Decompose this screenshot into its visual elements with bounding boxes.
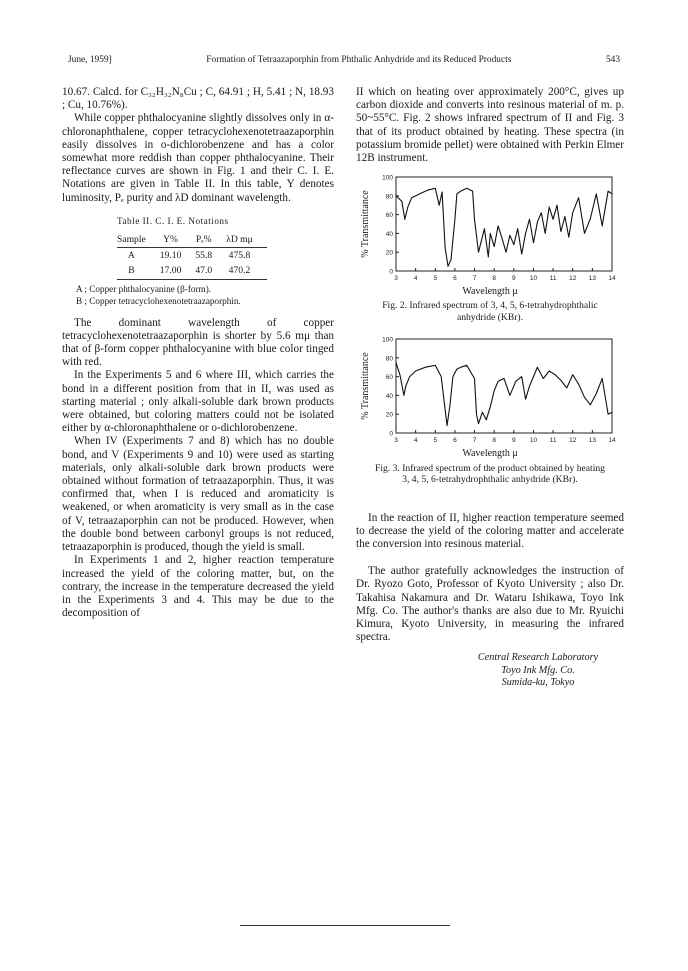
x-tick-label: 5	[433, 275, 438, 283]
y-tick-label: 80	[385, 355, 393, 363]
table-cell: 17.00	[160, 263, 196, 279]
x-tick-label: 14	[608, 275, 616, 283]
x-tick-label: 3	[394, 437, 398, 445]
x-tick-label: 6	[453, 437, 457, 445]
paragraph: When IV (Experiments 7 and 8) which has no double bond, and V (Experiments 9 and 10) were used as starting materials, only alkali-soluble dark brown products were obtained without formation of tetraazaporphin. Thus, it was confirmed that, when I is reduced and aromaticity is weakened, or when aromaticity is very small as in the case of V, tetraazaporphin can not be produced. However, when the double bond between carbonyl groups is not reduced, tetraazaporphin is produced, though the yield is small.	[62, 435, 334, 554]
ir-spectrum-chart-2	[356, 171, 624, 283]
table-cell: B	[117, 263, 160, 279]
x-tick-label: 3	[394, 275, 398, 283]
paragraph: II which on heating over approximately 200°C, gives up carbon dioxide and converts into resinous material of m. p. 50~55°C. Fig. 2 shows infrared spectrum of II and Fig. 3 that of its product obtained by heating. These spectra (in potassium bromide pellet) were obtained with Perkin Elmer 12B instrument.	[356, 86, 624, 165]
x-tick-label: 10	[529, 437, 538, 445]
table-row	[117, 248, 267, 264]
x-tick-label: 10	[529, 275, 538, 283]
header-title: Formation of Tetraazaporphin from Phthalic Anhydride and its Reduced Products	[206, 55, 512, 65]
y-tick-label: 0	[389, 430, 393, 438]
x-tick-label: 12	[569, 437, 577, 445]
table-row	[117, 263, 267, 279]
x-tick-label: 13	[588, 275, 596, 283]
table-header-cell: Y%	[160, 232, 196, 248]
x-tick-label: 7	[472, 275, 477, 283]
x-tick-label: 11	[549, 437, 557, 445]
running-header	[68, 55, 620, 65]
cie-table	[117, 232, 267, 280]
x-tick-label: 11	[549, 275, 557, 283]
x-tick-label: 4	[413, 437, 418, 445]
y-tick-label: 100	[382, 336, 393, 344]
table-cell: 475.8	[228, 250, 251, 262]
left-column	[62, 86, 334, 620]
paragraph: In the Experiments 5 and 6 where III, which carries the bond in a different position from that in II, was used as starting material ; only alkali-soluble dark brown products were obtained, but coloring matters could not be isolated either by α-chloronaphthalene or o-dichlorobenzene.	[62, 369, 334, 435]
table-note: B ; Copper tetracyclohexenotetraazaporphin.	[76, 295, 241, 306]
table-cell: 470.2	[226, 263, 267, 279]
spectrum-line	[396, 363, 612, 426]
y-axis-label: % Transmittance	[360, 352, 371, 421]
table-cell: A	[127, 250, 135, 262]
x-tick-label: 8	[492, 275, 496, 283]
page-number: 543	[605, 55, 620, 65]
plot-frame	[396, 177, 612, 271]
y-tick-label: 60	[385, 212, 393, 220]
y-tick-label: 0	[389, 268, 393, 276]
x-axis-label: Wavelength μ	[462, 286, 518, 298]
x-tick-label: 4	[413, 275, 418, 283]
paragraph: The dominant wavelength of copper tetracyclohexenotetraazaporphin is shorter by 5.6 mμ than that of β-form copper phthalocyanine with blue color tinged with red.	[62, 316, 334, 369]
figure-3	[356, 333, 624, 485]
y-tick-label: 40	[385, 231, 393, 239]
x-tick-label: 9	[512, 275, 516, 283]
affiliation	[356, 652, 624, 689]
spectrum-line	[396, 189, 612, 267]
right-column	[356, 86, 624, 690]
y-tick-label: 20	[385, 412, 393, 420]
table-header-cell: λD mμ	[226, 232, 267, 248]
table-header-cell: Pₑ%	[195, 232, 226, 248]
figure-caption: Fig. 2. Infrared spectrum of 3, 4, 5, 6-tetrahydrophthalic anhydride (KBr).	[382, 300, 598, 323]
end-rule	[240, 925, 450, 926]
table-header-row	[117, 232, 267, 248]
affiliation-line: Toyo Ink Mfg. Co.	[501, 664, 575, 676]
y-tick-label: 80	[385, 193, 393, 201]
x-tick-label: 13	[588, 437, 596, 445]
x-axis-label: Wavelength μ	[462, 448, 518, 460]
x-tick-label: 9	[512, 437, 516, 445]
table-header-cell: Sample	[117, 232, 160, 248]
table-cell: 55.8	[195, 250, 213, 262]
table-cell: 19.10	[159, 250, 182, 262]
ir-spectrum-chart-3	[356, 333, 624, 445]
x-tick-label: 7	[472, 437, 477, 445]
chart-group	[360, 175, 616, 283]
paragraph: The author gratefully acknowledges the instruction of Dr. Ryozo Goto, Professor of Kyoto University ; also Dr. Takahisa Nakamura and Dr. Wataru Ishikawa, Toyo Ink Mfg. Co. The author's thanks are also due to Mr. Ryuichi Kimura, Kyoto University, in measuring the infrared spectra.	[356, 565, 624, 644]
y-tick-label: 40	[385, 393, 393, 401]
paragraph: While copper phthalocyanine slightly dissolves only in α-chloronaphthalene, copper tetracyclohexenotetraazaporphin easily dissolves in o-dichlorobenzene and has a color somewhat more reddish than copper phthalocyanine. Their reflectance curves are shown in Fig. 1 and their C. I. E. Notations are given in Table II. In this table, Y denotes luminosity, Pₑ purity and λD dominant wavelength.	[62, 112, 334, 204]
figure-caption: Fig. 3. Infrared spectrum of the product obtained by heating 3, 4, 5, 6-tetrahydrophthalic anhydride (KBr).	[375, 462, 605, 486]
paragraph: In Experiments 1 and 2, higher reaction temperature increased the yield of the coloring matter, but, on the contrary, the increase in the temperature decreased the yield in the Experiments 3 and 4. This may be due to the decomposition of	[62, 554, 334, 620]
header-date: June, 1959]	[68, 55, 112, 65]
paragraph: In the reaction of II, higher reaction temperature seemed to decrease the yield of the coloring matter and accelerate the conversion into resinous material.	[356, 511, 624, 551]
x-tick-label: 5	[433, 437, 438, 445]
x-tick-label: 6	[453, 275, 457, 283]
figure-2	[356, 171, 624, 323]
paragraph: 10.67. Calcd. for C₃₂H₃₂N₈Cu ; C, 64.91 ; H, 5.41 ; N, 18.93 ; Cu, 10.76%).	[62, 86, 334, 112]
y-tick-label: 100	[382, 174, 393, 182]
y-tick-label: 20	[385, 249, 393, 257]
chart-group	[360, 337, 616, 445]
x-tick-label: 8	[492, 437, 496, 445]
table-notes	[76, 283, 334, 307]
x-tick-label: 14	[608, 437, 616, 445]
y-tick-label: 60	[385, 374, 393, 382]
affiliation-line: Central Research Laboratory	[477, 652, 599, 664]
table-cell: 47.0	[195, 263, 226, 279]
table-caption: Table II. C. I. E. Notations	[117, 215, 229, 226]
y-axis-label: % Transmittance	[360, 190, 371, 258]
affiliation-line: Sumida-ku, Tokyo	[501, 677, 575, 689]
x-tick-label: 12	[569, 275, 577, 283]
table-note: A ; Copper phthalocyanine (β-form).	[76, 283, 212, 294]
